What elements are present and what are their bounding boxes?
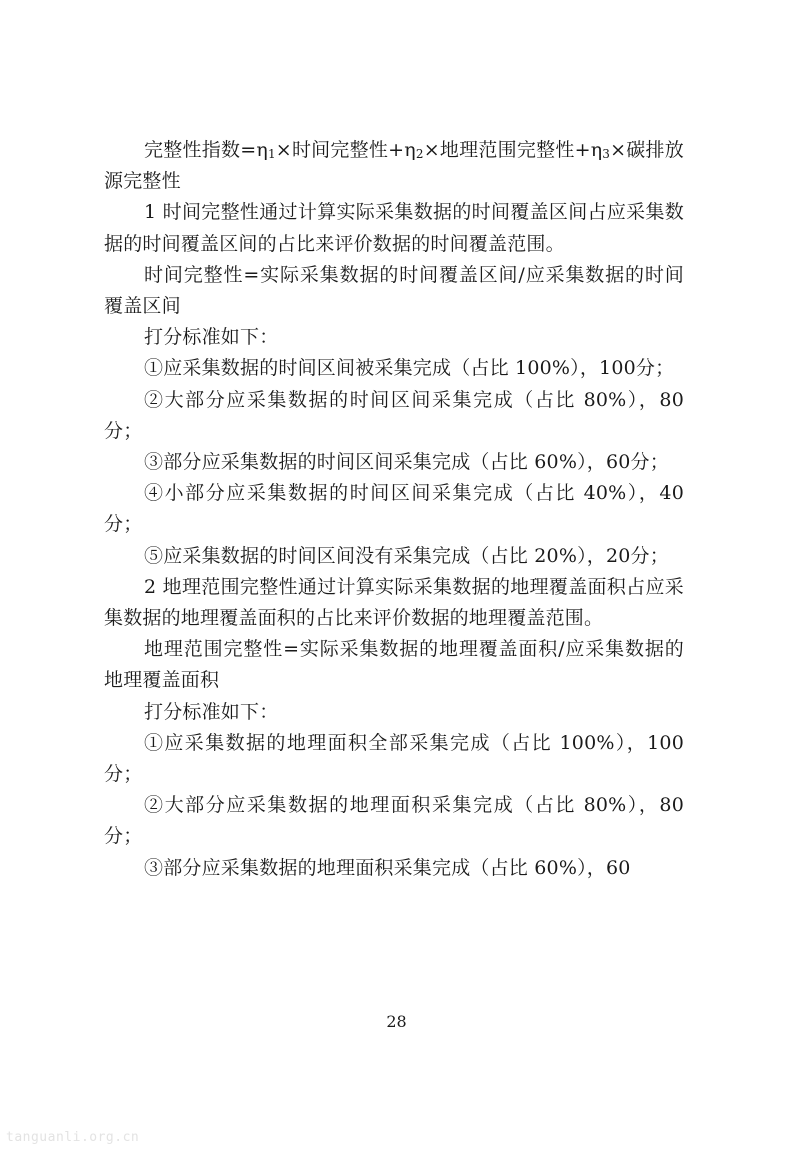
list-item: ⑤应采集数据的时间区间没有采集完成（占比 20%），20分； [144,544,669,567]
formula-paragraph: 完整性指数$=\eta_1\times$时间完整性$+\eta_2\times$地理范围完整性$+\eta_3\times$碳排放源完整性 [104,139,684,193]
paragraph: 时间完整性=实际采集数据的时间覆盖区间/应采集数据的时间覆盖区间 [104,263,684,318]
list-item: ①应采集数据的时间区间被采集完成（占比 100%），100分； [144,357,675,380]
list-item: ②大部分应采集数据的时间区间采集完成（占比 80%），80 分； [104,388,684,442]
watermark: tanguanli.org.cn [6,1130,140,1145]
list-item: ①应采集数据的地理面积全部采集完成（占比 100%），100分； [104,731,684,786]
paragraph: 1 时间完整性通过计算实际采集数据的时间覆盖区间占应采集数据的时间覆盖区间的占比来评价数据的时间覆盖范围。 [104,201,684,255]
list-item: ③部分应采集数据的地理面积采集完成（占比 60%），60 [144,856,631,879]
paragraph: 2 地理范围完整性通过计算实际采集数据的地理覆盖面积占应采集数据的地理覆盖面积的占比来评价数据的地理覆盖范围。 [104,575,684,630]
paragraph: 打分标准如下： [144,700,279,723]
document-body [104,135,684,884]
list-item: ②大部分应采集数据的地理面积采集完成（占比 80%），80 分； [104,794,684,848]
paragraph: 地理范围完整性=实际采集数据的地理覆盖面积/应采集数据的地理覆盖面积 [104,638,684,692]
list-item: ③部分应采集数据的时间区间采集完成（占比 60%），60分； [144,451,669,474]
paragraph: 打分标准如下： [144,326,279,349]
list-item: ④小部分应采集数据的时间区间采集完成（占比 40%），40 分； [104,482,684,536]
page-number: 28 [386,1012,407,1031]
